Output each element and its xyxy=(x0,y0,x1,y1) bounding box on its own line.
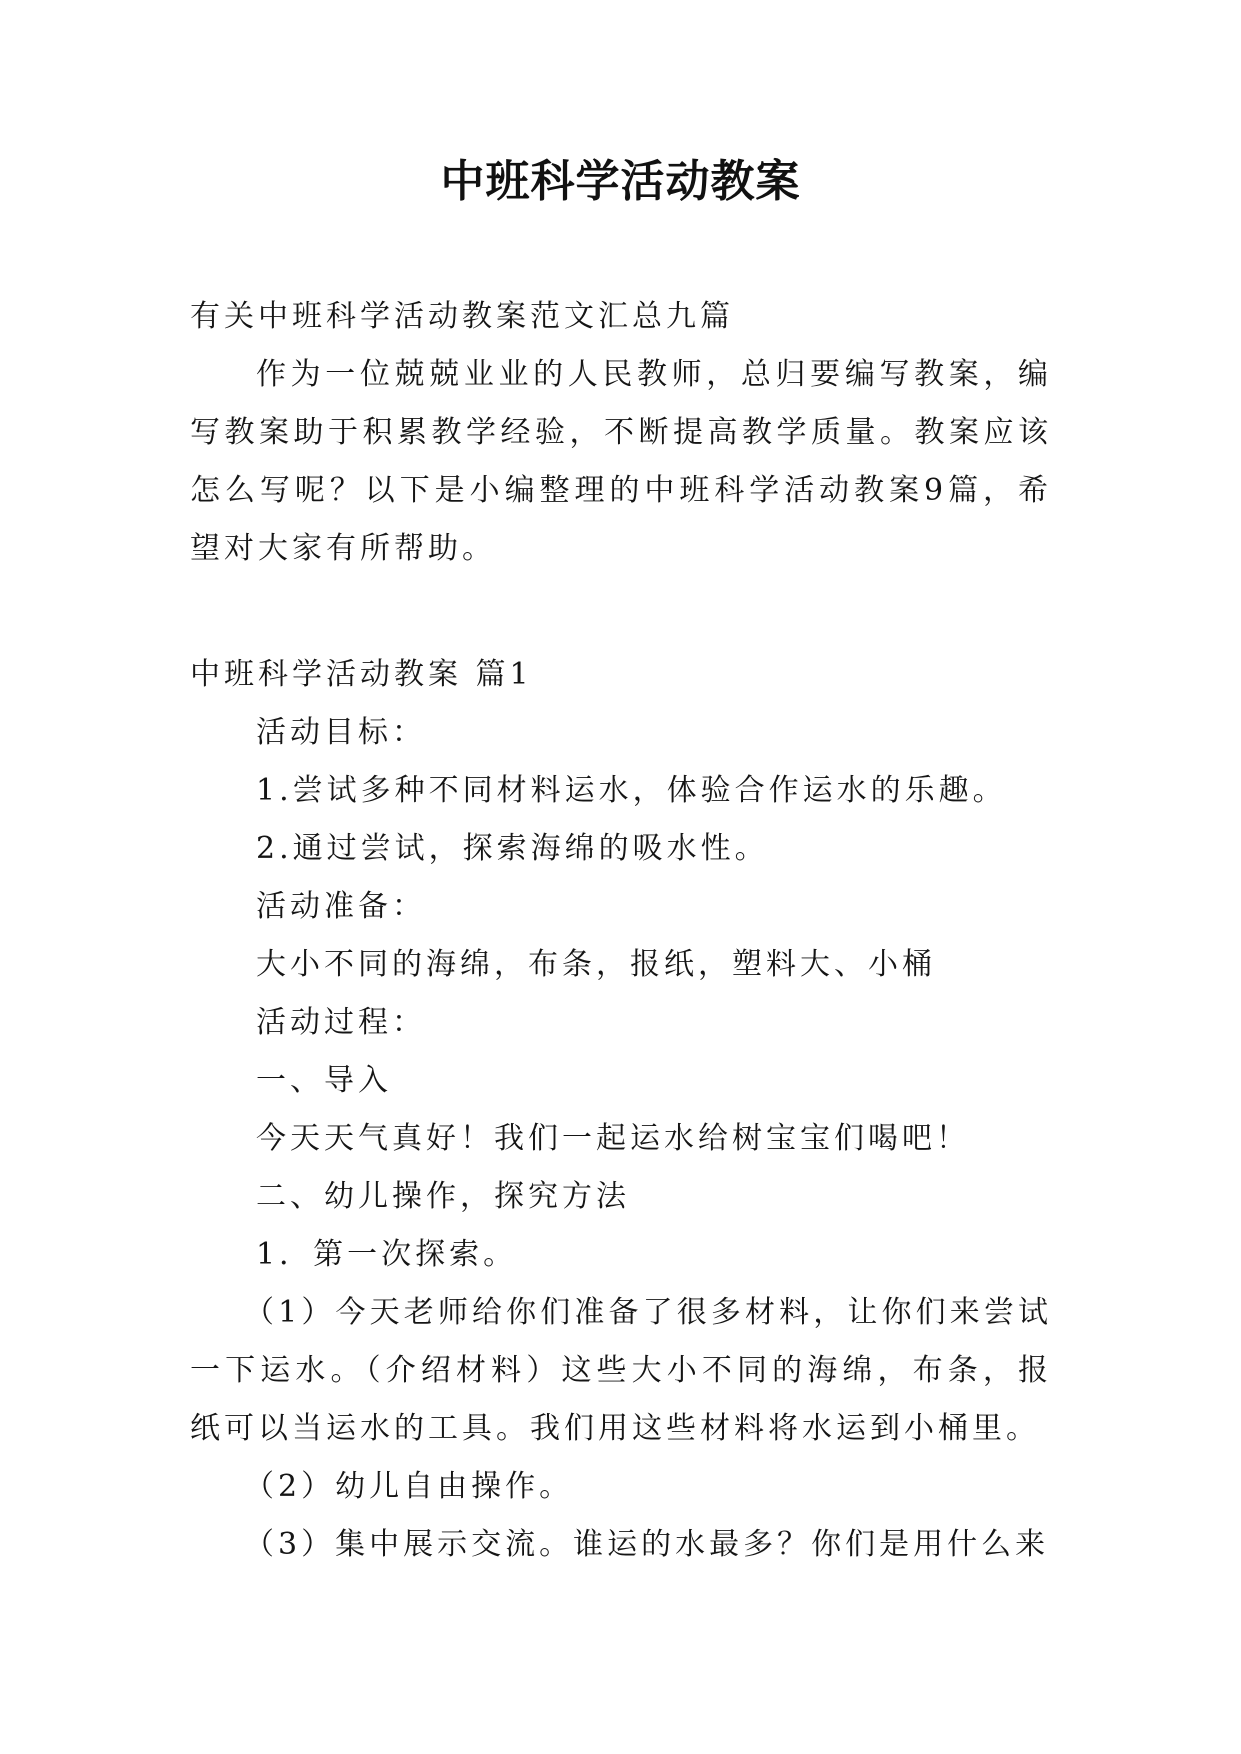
prep-label: 活动准备： xyxy=(256,889,426,924)
step-2-item-1: （1）今天老师给你们准备了很多材料，让你们来尝试一下运水。（介绍材料）这些大小不同的海绵，布条，报纸可以当运水的工具。我们用这些材料将水运到小桶里。 xyxy=(190,1295,1052,1446)
section-heading: 中班科学活动教案 篇1 xyxy=(190,657,533,692)
document-subtitle: 有关中班科学活动教案范文汇总九篇 xyxy=(190,299,734,334)
step-2-item-3: （3）集中展示交流。谁运的水最多？你们是用什么来 xyxy=(244,1527,1050,1562)
process-label: 活动过程： xyxy=(256,1005,426,1040)
goal-item-2: 2.通过尝试，探索海绵的吸水性。 xyxy=(256,831,769,866)
section-spacer xyxy=(190,578,1052,646)
goal-item-1: 1.尝试多种不同材料运水，体验合作运水的乐趣。 xyxy=(256,773,1007,808)
step-1-label: 一、导入 xyxy=(256,1063,392,1098)
step-2-label: 二、幼儿操作，探究方法 xyxy=(256,1179,630,1214)
goal-label: 活动目标： xyxy=(256,715,426,750)
step-2-item-2: （2）幼儿自由操作。 xyxy=(244,1469,574,1504)
intro-paragraph: 作为一位兢兢业业的人民教师，总归要编写教案，编写教案助于积累教学经验，不断提高教学质量。教案应该怎么写呢？以下是小编整理的中班科学活动教案9篇，希望对大家有所帮助。 xyxy=(190,357,1052,566)
step-2-sub: 1．第一次探索。 xyxy=(256,1237,518,1272)
prep-items: 大小不同的海绵，布条，报纸，塑料大、小桶 xyxy=(256,947,936,982)
step-1-text: 今天天气真好！我们一起运水给树宝宝们喝吧！ xyxy=(256,1121,970,1156)
document-body xyxy=(190,288,1052,1574)
document-title: 中班科学活动教案 xyxy=(440,156,801,207)
